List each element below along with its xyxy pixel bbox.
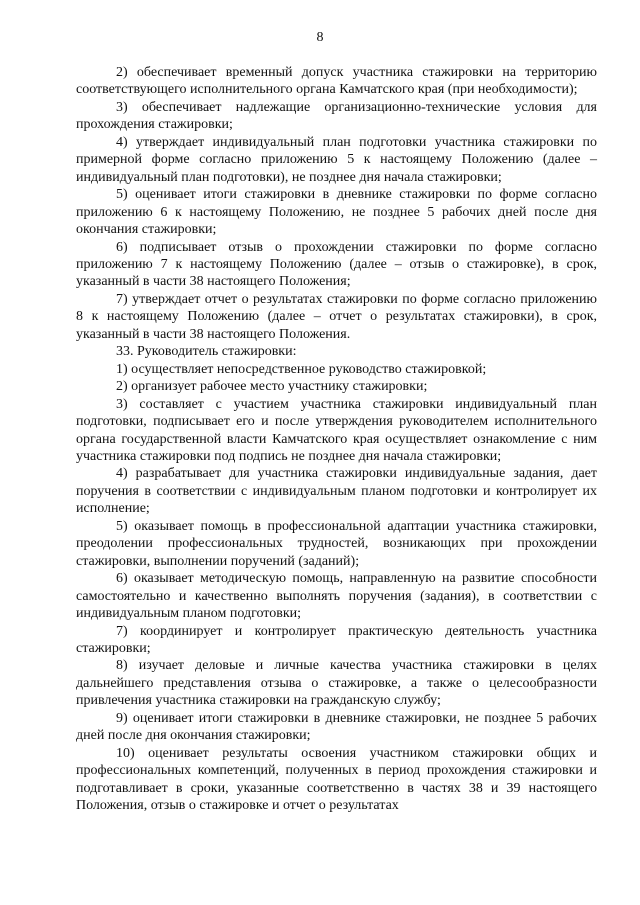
paragraph-item-5-evaluates-results: 5) оценивает итоги стажировки в дневнике стажировки по форме согласно приложению 6 к настоящему Положению, не позднее 5 рабочих дней после дня окончания стажировки; [76, 187, 597, 238]
paragraph-supervisor-item-7: 7) координирует и контролирует практическую деятельность участника стажировки; [76, 623, 597, 656]
paragraph-supervisor-item-5: 5) оказывает помощь в профессиональной адаптации участника стажировки, преодолении профессиональных трудностей, возникающих при прохождении стажировки, выполнении поручений (заданий); [76, 518, 597, 569]
paragraph-item-4-approves-plan: 4) утверждает индивидуальный план подготовки участника стажировки по примерной форме согласно приложению 5 к настоящему Положению (далее – индивидуальный план подготовки), не позднее дня начала стажировки; [76, 134, 597, 185]
paragraph-item-6-signs-review: 6) подписывает отзыв о прохождении стажировки по форме согласно приложению 7 к настоящему Положению (далее – отзыв о стажировке), в срок, указанный в части 38 настоящего Положения; [76, 239, 597, 290]
paragraph-supervisor-item-8: 8) изучает деловые и личные качества участника стажировки в целях дальнейшего представления отзыва о стажировке, а также о целесообразности привлечения участника стажировки на гражданскую службу; [76, 658, 597, 709]
paragraph-supervisor-item-6: 6) оказывает методическую помощь, направленную на развитие способности самостоятельно и качественно выполнять поручения (задания), в соответствии с индивидуальным планом подготовки; [76, 571, 597, 622]
page-number: 8 [316, 30, 324, 45]
paragraph-supervisor-item-10: 10) оценивает результаты освоения участником стажировки общих и профессиональных компетенций, полученных в период прохождения стажировки и подготавливает в сроки, указанные соответственно в частях 38 и 39 настоящего Положения, отзыв о стажировке и отчет о результатах [76, 745, 597, 814]
paragraph-item-2-provides-access: 2) обеспечивает временный допуск участника стажировки на территорию соответствующего исполнительного органа Камчатского края (при необходимости); [76, 65, 597, 98]
paragraph-supervisor-item-4: 4) разрабатывает для участника стажировки индивидуальные задания, дает поручения в соответствии с индивидуальным планом подготовки и контролирует их исполнение; [76, 466, 597, 517]
paragraph-item-3-provides-conditions: 3) обеспечивает надлежащие организационно-технические условия для прохождения стажировки; [76, 99, 597, 133]
document-body [76, 64, 597, 814]
paragraph-supervisor-item-2: 2) организует рабочее место участнику стажировки; [116, 379, 428, 395]
paragraph-supervisor-item-9: 9) оценивает итоги стажировки в дневнике стажировки, не позднее 5 рабочих дней после дня окончания стажировки; [76, 710, 597, 744]
paragraph-item-7-approves-report: 7) утверждает отчет о результатах стажировки по форме согласно приложению 8 к настоящему Положению (далее – отчет о результатах стажировки), в срок, указанный в части 38 настоящего Положения. [76, 291, 597, 342]
paragraph-supervisor-item-1: 1) осуществляет непосредственное руководство стажировкой; [116, 361, 487, 377]
section-33-heading: 33. Руководитель стажировки: [116, 344, 297, 360]
paragraph-supervisor-item-3: 3) составляет с участием участника стажировки индивидуальный план подготовки, подписывает его и после утверждения руководителем исполнительного органа государственной власти Камчатского края осуществляет ознакомление с ним участника стажировки под подпись не позднее дня начала стажировки; [76, 396, 597, 464]
